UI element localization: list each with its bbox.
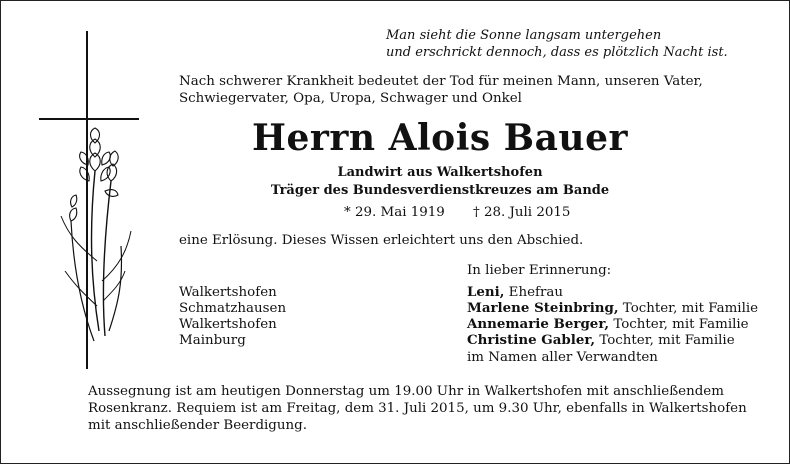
mourner-name: Christine Gabler,	[467, 332, 596, 348]
funeral-line-3: mit anschließender Beerdigung.	[88, 418, 307, 433]
mourner-name: Annemarie Berger,	[467, 316, 610, 332]
mourner-relation: Ehefrau	[504, 285, 563, 300]
mourner-name: Marlene Steinbring,	[467, 300, 619, 316]
funeral-line-2: Rosenkranz. Requiem ist am Freitag, dem 31. Juli 2015, um 9.30 Uhr, ebenfalls in Walkertshofen	[88, 401, 747, 416]
birth-date: * 29. Mai 1919	[344, 205, 445, 220]
mourner-entry	[467, 285, 563, 301]
mourner-relation: Tochter, mit Familie	[618, 301, 759, 316]
mourner-relation: Tochter, mit Familie	[595, 333, 735, 348]
mourner-place: Schmatzhausen	[179, 301, 287, 316]
intro-line-1: Nach schwerer Krankheit bedeutet der Tod für meinen Mann, unseren Vater,	[179, 74, 703, 89]
deceased-name: Herrn Alois Bauer	[252, 117, 628, 159]
intro-line-2: Schwiegervater, Opa, Uropa, Schwager und Onkel	[179, 91, 522, 106]
remembrance-label: In lieber Erinnerung:	[467, 263, 612, 278]
release-text: eine Erlösung. Dieses Wissen erleichtert uns den Abschied.	[179, 233, 584, 248]
mourner-name: Leni,	[467, 284, 505, 300]
relatives-line: im Namen aller Verwandten	[467, 350, 658, 365]
death-date: † 28. Juli 2015	[473, 205, 571, 220]
funeral-line-1: Aussegnung ist am heutigen Donnerstag um 19.00 Uhr in Walkertshofen mit anschließendem	[88, 384, 724, 399]
mourner-entry	[467, 333, 735, 349]
mourner-place: Mainburg	[179, 333, 246, 348]
quote-line-1: Man sieht die Sonne langsam untergehen	[386, 28, 662, 43]
deceased-honor: Träger des Bundesverdienstkreuzes am Bande	[270, 183, 610, 198]
cross-with-wheat-icon	[39, 31, 139, 371]
mourner-place: Walkertshofen	[179, 317, 277, 332]
mourner-place: Walkertshofen	[179, 285, 277, 300]
deceased-occupation: Landwirt aus Walkertshofen	[337, 165, 543, 180]
mourner-entry	[467, 317, 749, 333]
mourner-relation: Tochter, mit Familie	[609, 317, 749, 332]
quote-line-2: und erschrickt dennoch, dass es plötzlich Nacht ist.	[386, 45, 728, 60]
mourner-entry	[467, 301, 758, 317]
